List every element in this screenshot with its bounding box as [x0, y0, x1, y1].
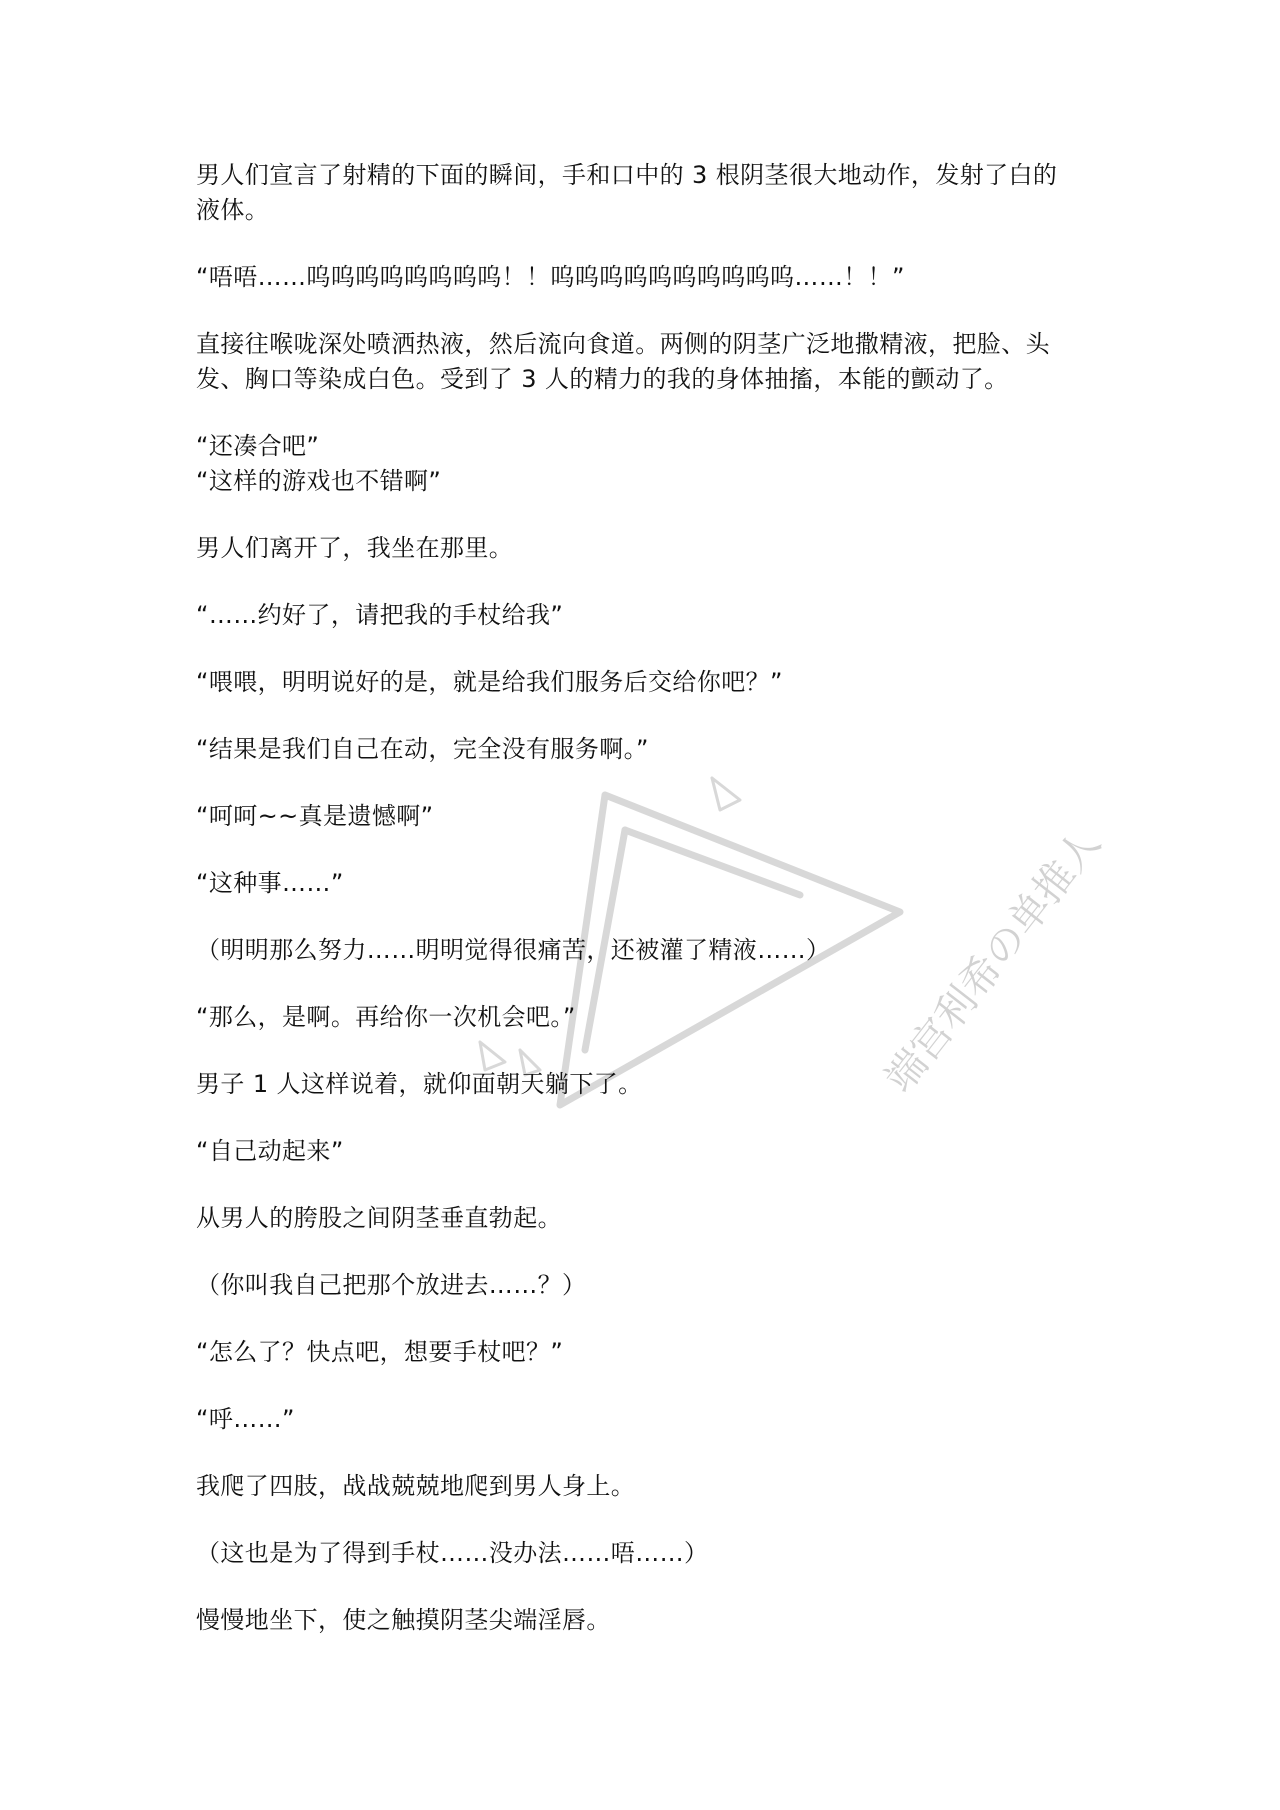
text-line: 直接往喉咙深处喷洒热液，然后流向食道。两侧的阴茎广泛地撒精液，把脸、头 [196, 330, 1050, 358]
paragraph [196, 866, 1096, 901]
text-line: “……约好了，请把我的手杖给我” [196, 601, 564, 629]
text-line: 从男人的胯股之间阴茎垂直勃起。 [196, 1204, 562, 1232]
paragraph [196, 158, 1096, 228]
text-line: 慢慢地坐下，使之触摸阴茎尖端淫唇。 [196, 1606, 611, 1634]
paragraph [196, 260, 1096, 295]
paragraph [196, 1201, 1096, 1236]
paragraph [196, 665, 1096, 700]
text-line: “喂喂，明明说好的是，就是给我们服务后交给你吧？” [196, 668, 783, 696]
paragraph [196, 1335, 1096, 1370]
paragraph [196, 1134, 1096, 1169]
paragraph [196, 1469, 1096, 1504]
paragraph [196, 799, 1096, 834]
paragraph [196, 1603, 1096, 1638]
paragraph [196, 1000, 1096, 1035]
text-line: 男人们宣言了射精的下面的瞬间，手和口中的 3 根阴茎很大地动作，发射了白的 [196, 161, 1058, 189]
text-line: “唔唔……呜呜呜呜呜呜呜呜！！呜呜呜呜呜呜呜呜呜呜……！！” [196, 263, 905, 291]
text-line: （明明那么努力……明明觉得很痛苦，还被灌了精液……） [196, 936, 831, 964]
text-line: （这也是为了得到手杖……没办法……唔……） [196, 1539, 709, 1567]
text-line: “那么，是啊。再给你一次机会吧。” [196, 1003, 576, 1031]
paragraph [196, 732, 1096, 767]
paragraph [196, 1536, 1096, 1571]
text-line: “呼……” [196, 1405, 295, 1433]
document-body [196, 158, 1096, 1670]
paragraph [196, 429, 1096, 499]
paragraph [196, 1402, 1096, 1437]
text-line: “怎么了？快点吧，想要手杖吧？” [196, 1338, 564, 1366]
text-line: 液体。 [196, 196, 270, 224]
paragraph [196, 531, 1096, 566]
text-line: “这种事……” [196, 869, 344, 897]
text-line: “呵呵~~真是遗憾啊” [196, 802, 434, 830]
paragraph [196, 1067, 1096, 1102]
text-line: “自己动起来” [196, 1137, 344, 1165]
text-line: 发、胸口等染成白色。受到了 3 人的精力的我的身体抽搐，本能的颤动了。 [196, 365, 1009, 393]
paragraph [196, 1268, 1096, 1303]
watermark-text: 端宫利希の单推人 [876, 820, 1110, 1102]
paragraph [196, 933, 1096, 968]
text-line: “这样的游戏也不错啊” [196, 467, 442, 495]
text-line: （你叫我自己把那个放进去……？） [196, 1271, 587, 1299]
paragraph [196, 598, 1096, 633]
text-line: 男子 1 人这样说着，就仰面朝天躺下了。 [196, 1070, 643, 1098]
text-line: “还凑合吧” [196, 432, 320, 460]
paragraph [196, 327, 1096, 397]
text-line: “结果是我们自己在动，完全没有服务啊。” [196, 735, 649, 763]
text-line: 男人们离开了，我坐在那里。 [196, 534, 514, 562]
text-line: 我爬了四肢，战战兢兢地爬到男人身上。 [196, 1472, 636, 1500]
